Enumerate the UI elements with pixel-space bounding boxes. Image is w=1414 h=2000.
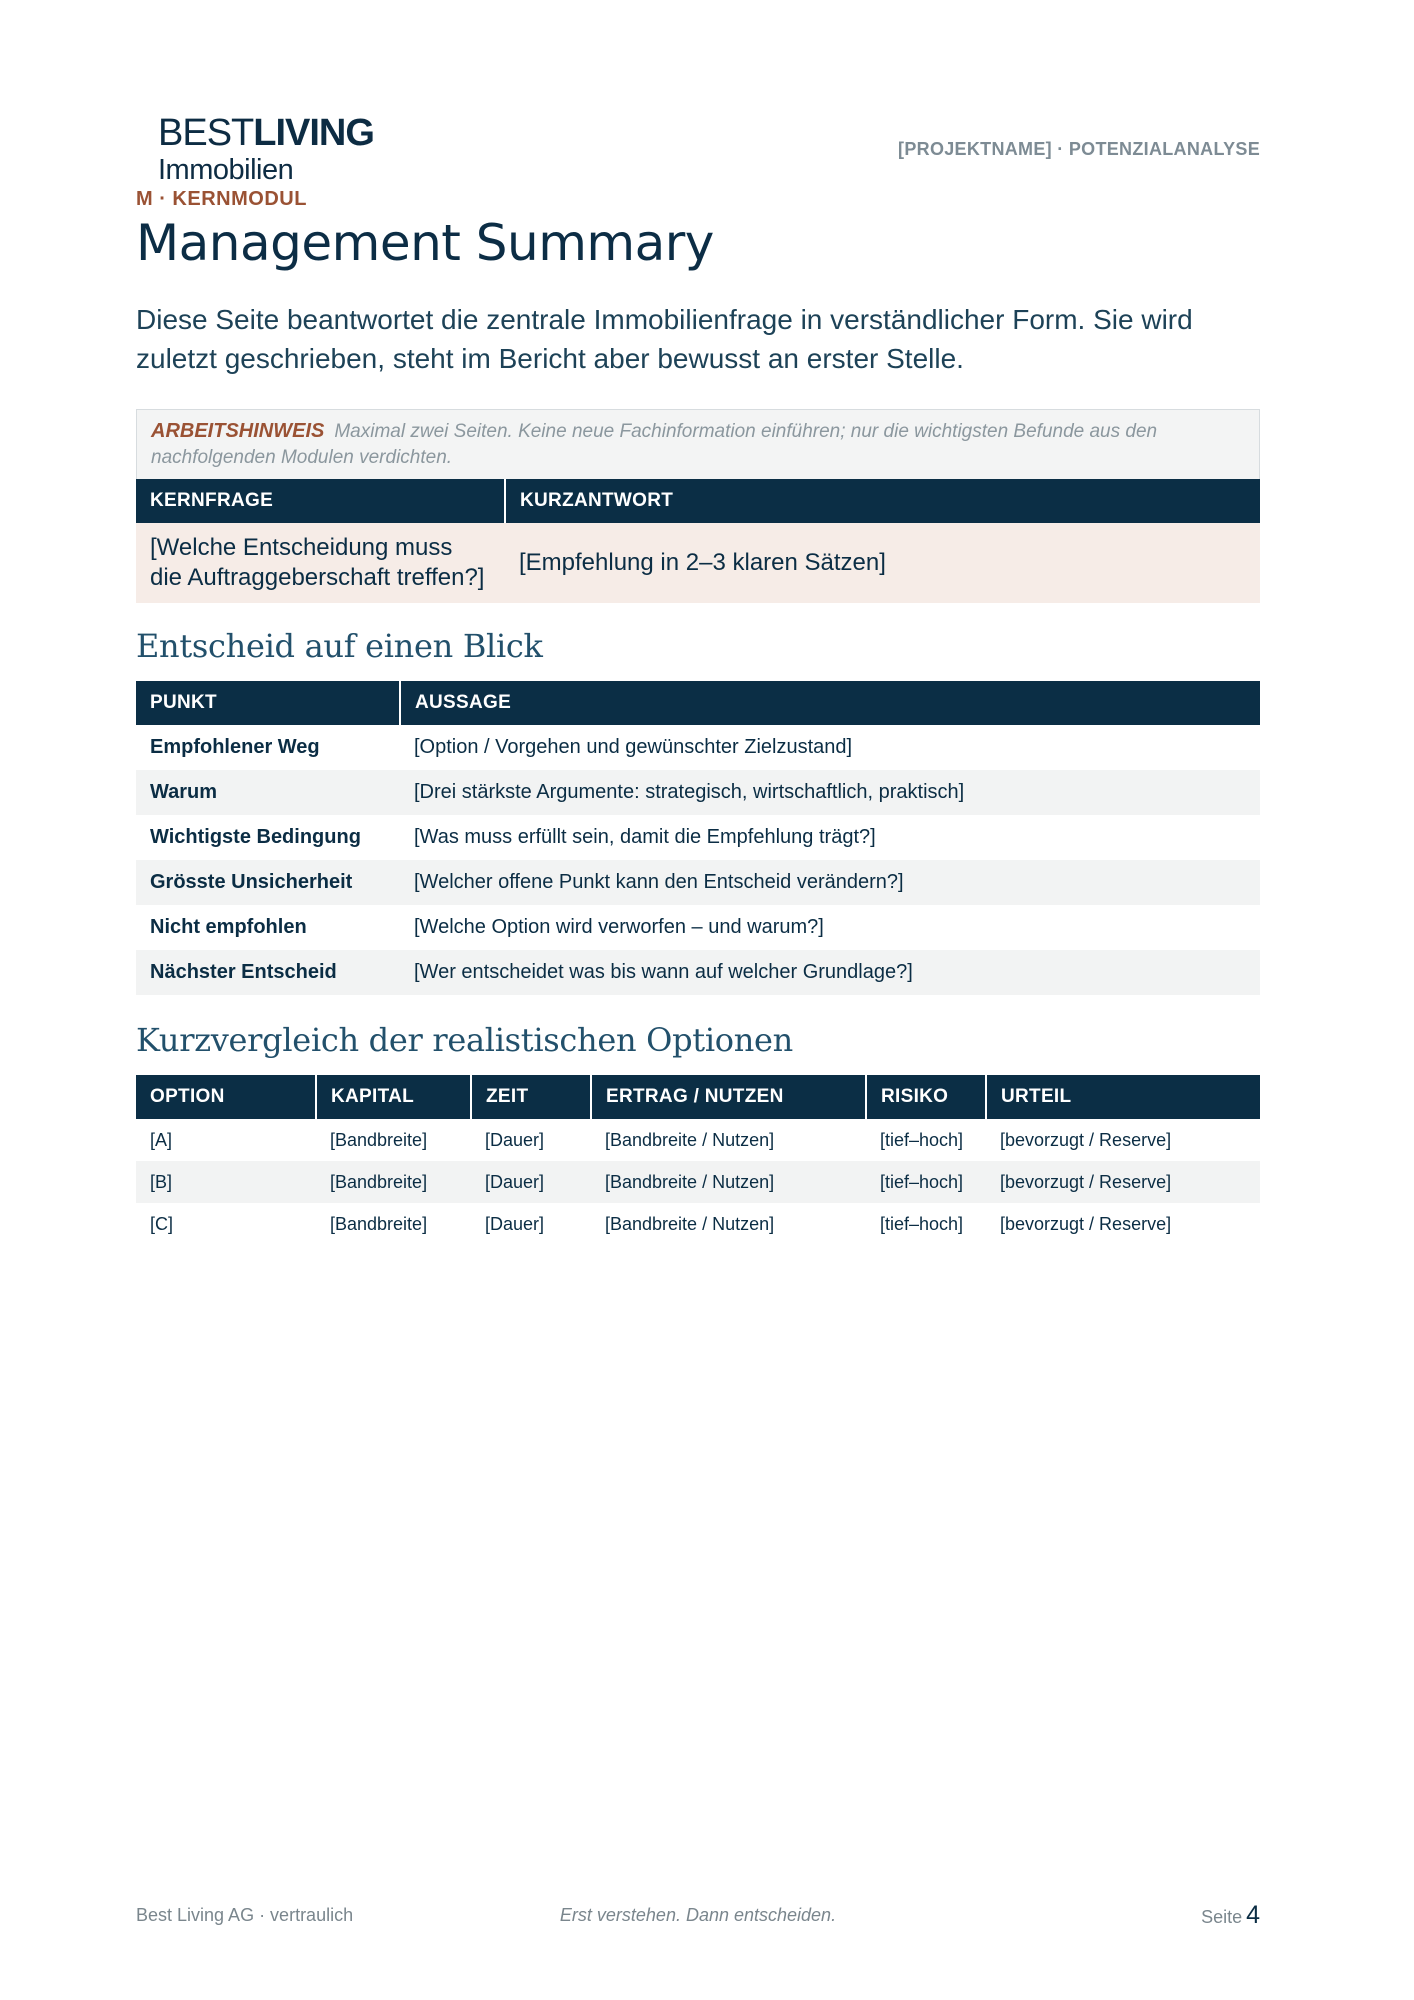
table-cell: [Bandbreite / Nutzen] bbox=[605, 1213, 775, 1234]
row-value: [Option / Vorgehen und gewünschter Zielzustand] bbox=[414, 736, 853, 758]
module-kicker: M · KERNMODUL bbox=[136, 188, 307, 210]
table-row bbox=[136, 1119, 1260, 1161]
decision-overview-table bbox=[136, 681, 1260, 995]
column-header: KAPITAL bbox=[316, 1075, 471, 1119]
footer-company: Best Living AG · vertraulich bbox=[136, 1905, 354, 1925]
column-header: OPTION bbox=[136, 1075, 316, 1119]
row-key: Warum bbox=[136, 770, 400, 815]
table-cell: [bevorzugt / Reserve] bbox=[1000, 1129, 1172, 1150]
table-cell: [B] bbox=[136, 1161, 316, 1203]
column-header: RISIKO bbox=[866, 1075, 986, 1119]
table-cell: [Bandbreite] bbox=[330, 1129, 428, 1150]
page-number-value: 4 bbox=[1246, 1901, 1260, 1929]
table-row bbox=[136, 815, 1260, 860]
page-label: Seite bbox=[1201, 1907, 1243, 1927]
work-note-label: ARBEITSHINWEIS bbox=[151, 420, 325, 442]
row-value: [Welche Option wird verworfen – und warum?] bbox=[414, 916, 824, 938]
table-cell: [tief–hoch] bbox=[880, 1129, 964, 1150]
table-row bbox=[136, 770, 1260, 815]
row-value: [Welcher offene Punkt kann den Entscheid verändern?] bbox=[400, 860, 1260, 905]
table-row bbox=[136, 860, 1260, 905]
row-value: [Was muss erfüllt sein, damit die Empfehlung trägt?] bbox=[414, 826, 876, 848]
table-cell: [Bandbreite / Nutzen] bbox=[591, 1161, 866, 1203]
table-cell: [tief–hoch] bbox=[880, 1213, 964, 1234]
column-header: AUSSAGE bbox=[400, 681, 1260, 725]
table-header-row bbox=[136, 1075, 1260, 1119]
core-question-cell: [Welche Entscheidung muss die Auftraggeberschaft treffen?] bbox=[136, 523, 505, 603]
work-note-text: Maximal zwei Seiten. Keine neue Fachinformation einführen; nur die wichtigsten Befunde aus den nachfolgenden Modulen verdichten. bbox=[151, 421, 1158, 468]
column-header: URTEIL bbox=[986, 1075, 1260, 1119]
table-row bbox=[136, 523, 1260, 603]
column-header: PUNKT bbox=[136, 681, 400, 725]
table-cell: [C] bbox=[150, 1213, 174, 1234]
table-cell: [Dauer] bbox=[485, 1213, 545, 1234]
page-title: Management Summary bbox=[136, 214, 714, 272]
page-footer bbox=[136, 1901, 1260, 1935]
page-number bbox=[1201, 1901, 1260, 1930]
project-header: [PROJEKTNAME] · POTENZIALANALYSE bbox=[898, 139, 1260, 159]
column-header: ZEIT bbox=[471, 1075, 591, 1119]
section-heading: Entscheid auf einen Blick bbox=[136, 627, 543, 665]
table-cell: [A] bbox=[150, 1129, 173, 1150]
table-row bbox=[136, 905, 1260, 950]
table-cell: [Bandbreite] bbox=[316, 1161, 471, 1203]
table-cell: [bevorzugt / Reserve] bbox=[1000, 1213, 1172, 1234]
table-header-row bbox=[136, 479, 1260, 523]
column-header: KERNFRAGE bbox=[136, 479, 505, 523]
row-key: Empfohlener Weg bbox=[150, 736, 320, 758]
row-key: Nicht empfohlen bbox=[150, 916, 307, 938]
row-key: Grösste Unsicherheit bbox=[136, 860, 400, 905]
core-question-table bbox=[136, 479, 1260, 603]
company-logo bbox=[158, 114, 374, 185]
column-header: ERTRAG / NUTZEN bbox=[591, 1075, 866, 1119]
lead-paragraph: Diese Seite beantwortet die zentrale Immobilienfrage in verständlicher Form. Sie wird zuletzt geschrieben, steht im Bericht aber bewusst an erster Stelle. bbox=[136, 304, 1193, 374]
work-note-body bbox=[137, 410, 1259, 479]
table-row bbox=[136, 725, 1260, 770]
table-cell: [Bandbreite / Nutzen] bbox=[605, 1129, 775, 1150]
table-row bbox=[136, 1161, 1260, 1203]
table-cell: [tief–hoch] bbox=[866, 1161, 986, 1203]
section-heading: Kurzvergleich der realistischen Optionen bbox=[136, 1021, 793, 1059]
row-value: [Wer entscheidet was bis wann auf welcher Grundlage?] bbox=[400, 950, 1260, 995]
table-cell: [bevorzugt / Reserve] bbox=[986, 1161, 1260, 1203]
table-cell: [Dauer] bbox=[485, 1129, 545, 1150]
logo-text-best: BEST bbox=[158, 112, 254, 154]
row-key: Nächster Entscheid bbox=[136, 950, 400, 995]
options-comparison-table bbox=[136, 1075, 1260, 1245]
table-row bbox=[136, 1203, 1260, 1245]
table-row bbox=[136, 950, 1260, 995]
table-header-row bbox=[136, 681, 1260, 725]
logo-subtitle: Immobilien bbox=[158, 154, 294, 186]
table-cell: [Dauer] bbox=[471, 1161, 591, 1203]
row-value: [Drei stärkste Argumente: strategisch, wirtschaftlich, praktisch] bbox=[400, 770, 1260, 815]
row-key: Wichtigste Bedingung bbox=[150, 826, 361, 848]
table-cell: [Bandbreite] bbox=[330, 1213, 428, 1234]
short-answer-cell: [Empfehlung in 2–3 klaren Sätzen] bbox=[505, 523, 1260, 603]
work-note bbox=[136, 409, 1260, 481]
column-header: KURZANTWORT bbox=[505, 479, 1260, 523]
logo-text-living: LIVING bbox=[253, 112, 374, 154]
footer-tagline: Erst verstehen. Dann entscheiden. bbox=[559, 1905, 837, 1925]
